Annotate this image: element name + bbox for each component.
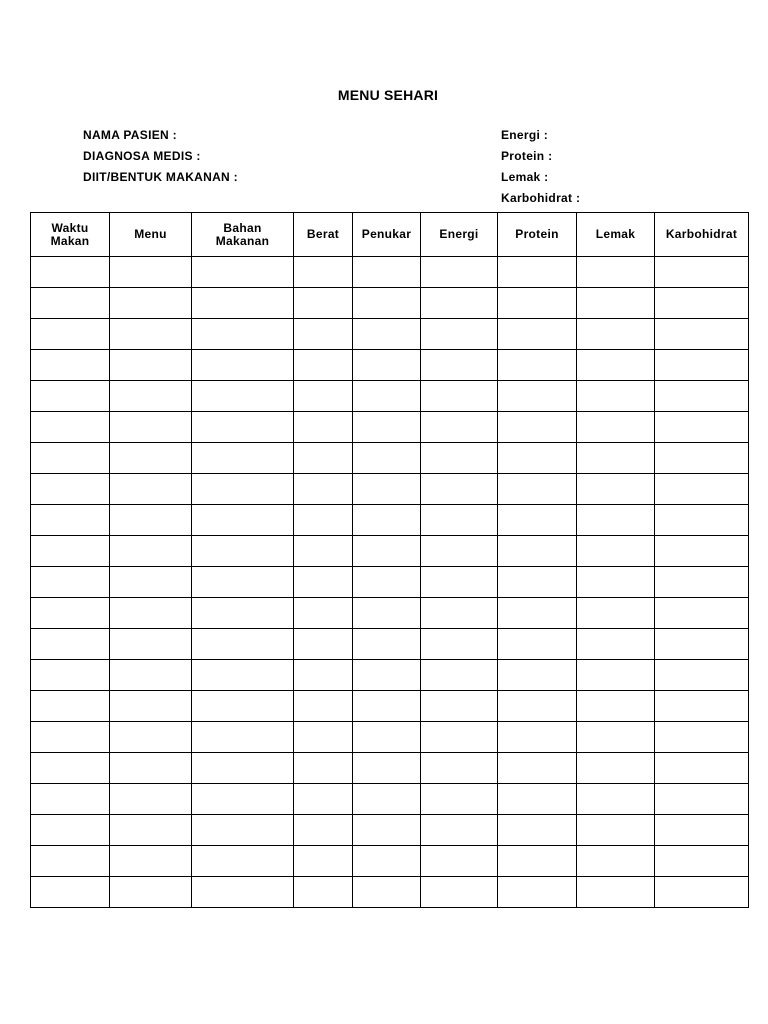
table-row (31, 753, 749, 784)
table-cell[interactable] (655, 350, 749, 381)
table-cell[interactable] (31, 691, 110, 722)
table-cell[interactable] (31, 381, 110, 412)
table-cell[interactable] (577, 288, 655, 319)
table-cell[interactable] (577, 784, 655, 815)
table-cell[interactable] (110, 815, 192, 846)
table-cell[interactable] (192, 412, 294, 443)
table-cell[interactable] (353, 288, 421, 319)
table-row (31, 474, 749, 505)
table-cell[interactable] (294, 319, 353, 350)
column-header-label: Menu (134, 227, 167, 241)
table-cell[interactable] (421, 691, 498, 722)
table-cell[interactable] (192, 753, 294, 784)
table-cell[interactable] (353, 567, 421, 598)
table-cell[interactable] (498, 319, 577, 350)
table-cell[interactable] (192, 877, 294, 908)
diet-form-label: DIIT/BENTUK MAKANAN : (83, 170, 238, 184)
table-cell[interactable] (192, 691, 294, 722)
table-cell[interactable] (421, 753, 498, 784)
table-cell[interactable] (294, 257, 353, 288)
table-row (31, 257, 749, 288)
table-row (31, 846, 749, 877)
table-cell[interactable] (353, 381, 421, 412)
table-cell[interactable] (421, 505, 498, 536)
column-header-label: Protein (515, 227, 559, 241)
table-cell[interactable] (31, 505, 110, 536)
table-cell[interactable] (498, 629, 577, 660)
diagnosis-label: DIAGNOSA MEDIS : (83, 149, 201, 163)
table-cell[interactable] (110, 536, 192, 567)
table-cell[interactable] (655, 474, 749, 505)
table-cell[interactable] (577, 505, 655, 536)
table-cell[interactable] (655, 722, 749, 753)
table-cell[interactable] (421, 784, 498, 815)
table-cell[interactable] (421, 722, 498, 753)
table-row (31, 567, 749, 598)
table-cell[interactable] (192, 598, 294, 629)
table-cell[interactable] (192, 722, 294, 753)
table-cell[interactable] (294, 691, 353, 722)
fat-label: Lemak : (501, 170, 549, 184)
table-cell[interactable] (110, 350, 192, 381)
table-cell[interactable] (294, 288, 353, 319)
table-cell[interactable] (31, 753, 110, 784)
table-cell[interactable] (31, 443, 110, 474)
table-cell[interactable] (421, 443, 498, 474)
table-cell[interactable] (577, 381, 655, 412)
table-cell[interactable] (192, 784, 294, 815)
table-cell[interactable] (498, 350, 577, 381)
table-cell[interactable] (353, 722, 421, 753)
table-cell[interactable] (498, 877, 577, 908)
table-cell[interactable] (110, 257, 192, 288)
table-row (31, 722, 749, 753)
carbohydrate-label: Karbohidrat : (501, 191, 581, 205)
table-cell[interactable] (498, 753, 577, 784)
table-cell[interactable] (577, 722, 655, 753)
table-body (31, 257, 749, 908)
table-cell[interactable] (421, 598, 498, 629)
table-cell[interactable] (655, 691, 749, 722)
table-cell[interactable] (353, 443, 421, 474)
table-cell[interactable] (192, 660, 294, 691)
table-cell[interactable] (353, 319, 421, 350)
table-cell[interactable] (655, 257, 749, 288)
table-cell[interactable] (421, 877, 498, 908)
table-cell[interactable] (353, 598, 421, 629)
table-cell[interactable] (110, 784, 192, 815)
patient-info-block (83, 128, 238, 191)
table-cell[interactable] (577, 753, 655, 784)
table-cell[interactable] (353, 846, 421, 877)
table-cell[interactable] (192, 815, 294, 846)
table-row (31, 288, 749, 319)
table-cell[interactable] (498, 815, 577, 846)
table-row (31, 381, 749, 412)
table-cell[interactable] (192, 505, 294, 536)
table-cell[interactable] (294, 505, 353, 536)
column-header-carbohydrate (655, 213, 749, 257)
table-cell[interactable] (577, 536, 655, 567)
table-cell[interactable] (421, 350, 498, 381)
table-cell[interactable] (294, 753, 353, 784)
table-cell[interactable] (498, 412, 577, 443)
table-cell[interactable] (294, 877, 353, 908)
table-cell[interactable] (421, 288, 498, 319)
column-header-energy (421, 213, 498, 257)
table-row (31, 784, 749, 815)
table-cell[interactable] (353, 660, 421, 691)
table-cell[interactable] (110, 412, 192, 443)
table-row (31, 660, 749, 691)
table-cell[interactable] (192, 257, 294, 288)
table-cell[interactable] (655, 381, 749, 412)
table-cell[interactable] (577, 257, 655, 288)
daily-menu-table (30, 212, 749, 908)
table-cell[interactable] (31, 288, 110, 319)
table-cell[interactable] (577, 567, 655, 598)
table-cell[interactable] (294, 815, 353, 846)
table-cell[interactable] (192, 381, 294, 412)
table-cell[interactable] (110, 629, 192, 660)
table-cell[interactable] (655, 288, 749, 319)
nutrition-info-block (501, 128, 580, 212)
table-cell[interactable] (31, 722, 110, 753)
patient-name-label: NAMA PASIEN : (83, 128, 177, 142)
column-header-meal-time (31, 213, 110, 257)
table-cell[interactable] (110, 381, 192, 412)
table-cell[interactable] (498, 257, 577, 288)
table-row (31, 629, 749, 660)
table-row (31, 877, 749, 908)
document-title: MENU SEHARI (337, 87, 439, 103)
table-cell[interactable] (577, 877, 655, 908)
table-cell[interactable] (655, 660, 749, 691)
table-cell[interactable] (31, 319, 110, 350)
table-cell[interactable] (353, 412, 421, 443)
table-cell[interactable] (353, 753, 421, 784)
column-header-label: Waktu Makan (50, 220, 90, 248)
table-cell[interactable] (655, 784, 749, 815)
table-cell[interactable] (192, 629, 294, 660)
table-cell[interactable] (655, 598, 749, 629)
column-header-exchange (353, 213, 421, 257)
table-cell[interactable] (31, 660, 110, 691)
table-cell[interactable] (498, 722, 577, 753)
table-cell[interactable] (110, 319, 192, 350)
table-cell[interactable] (294, 443, 353, 474)
table-cell[interactable] (353, 691, 421, 722)
table-cell[interactable] (498, 288, 577, 319)
table-cell[interactable] (192, 443, 294, 474)
table-cell[interactable] (421, 660, 498, 691)
table-cell[interactable] (577, 443, 655, 474)
table-cell[interactable] (655, 412, 749, 443)
table-cell[interactable] (110, 722, 192, 753)
table-cell[interactable] (655, 846, 749, 877)
table-cell[interactable] (294, 846, 353, 877)
table-cell[interactable] (192, 846, 294, 877)
column-header-label: Karbohidrat (665, 227, 738, 241)
table-cell[interactable] (110, 846, 192, 877)
table-cell[interactable] (421, 846, 498, 877)
table-cell[interactable] (577, 629, 655, 660)
table-cell[interactable] (31, 877, 110, 908)
table-cell[interactable] (577, 598, 655, 629)
table-cell[interactable] (192, 319, 294, 350)
energy-label: Energi : (501, 128, 549, 142)
table-cell[interactable] (294, 474, 353, 505)
table-cell[interactable] (498, 598, 577, 629)
table-cell[interactable] (421, 319, 498, 350)
table-cell[interactable] (31, 536, 110, 567)
table-cell[interactable] (577, 474, 655, 505)
table-cell[interactable] (294, 350, 353, 381)
table-cell[interactable] (498, 505, 577, 536)
table-cell[interactable] (498, 536, 577, 567)
table-cell[interactable] (498, 846, 577, 877)
table-cell[interactable] (353, 629, 421, 660)
table-header-row (31, 213, 749, 257)
table-cell[interactable] (353, 474, 421, 505)
table-cell[interactable] (192, 567, 294, 598)
table-cell[interactable] (421, 536, 498, 567)
table-cell[interactable] (110, 753, 192, 784)
table-cell[interactable] (655, 319, 749, 350)
table-cell[interactable] (498, 784, 577, 815)
table-cell[interactable] (498, 691, 577, 722)
table-cell[interactable] (31, 815, 110, 846)
table-cell[interactable] (110, 288, 192, 319)
table-cell[interactable] (655, 443, 749, 474)
table-cell[interactable] (110, 660, 192, 691)
table-cell[interactable] (294, 381, 353, 412)
table-cell[interactable] (421, 381, 498, 412)
table-cell[interactable] (110, 567, 192, 598)
table-cell[interactable] (498, 474, 577, 505)
table-cell[interactable] (294, 784, 353, 815)
table-cell[interactable] (421, 474, 498, 505)
column-header-protein (498, 213, 577, 257)
table-cell[interactable] (655, 505, 749, 536)
table-cell[interactable] (498, 381, 577, 412)
table-cell[interactable] (294, 722, 353, 753)
table-cell[interactable] (192, 474, 294, 505)
column-header-fat (577, 213, 655, 257)
table-row (31, 598, 749, 629)
column-header-label: Bahan Makanan (215, 220, 270, 248)
table-cell[interactable] (192, 536, 294, 567)
table-cell[interactable] (31, 598, 110, 629)
table-cell[interactable] (577, 815, 655, 846)
column-header-label: Energi (439, 227, 479, 241)
table-cell[interactable] (294, 598, 353, 629)
table-row (31, 536, 749, 567)
table-cell[interactable] (31, 257, 110, 288)
table-row (31, 412, 749, 443)
table-cell[interactable] (192, 288, 294, 319)
table-cell[interactable] (421, 412, 498, 443)
table-cell[interactable] (110, 691, 192, 722)
column-header-label: Penukar (361, 227, 412, 241)
table-cell[interactable] (31, 474, 110, 505)
table-cell[interactable] (353, 877, 421, 908)
table-cell[interactable] (421, 629, 498, 660)
table-cell[interactable] (577, 846, 655, 877)
table-cell[interactable] (498, 443, 577, 474)
table-cell[interactable] (31, 350, 110, 381)
table-cell[interactable] (353, 536, 421, 567)
table-cell[interactable] (498, 567, 577, 598)
table-cell[interactable] (353, 815, 421, 846)
table-cell[interactable] (655, 567, 749, 598)
table-row (31, 319, 749, 350)
table-cell[interactable] (577, 350, 655, 381)
table-cell[interactable] (192, 350, 294, 381)
table-row (31, 443, 749, 474)
table-cell[interactable] (110, 443, 192, 474)
table-cell[interactable] (110, 474, 192, 505)
table-cell[interactable] (655, 877, 749, 908)
table-row (31, 691, 749, 722)
column-header-label: Lemak (595, 227, 636, 241)
table-cell[interactable] (353, 784, 421, 815)
table-cell[interactable] (353, 505, 421, 536)
table-cell[interactable] (655, 629, 749, 660)
table-cell[interactable] (294, 536, 353, 567)
table-cell[interactable] (294, 629, 353, 660)
table-cell[interactable] (110, 505, 192, 536)
table-cell[interactable] (421, 257, 498, 288)
table-row (31, 815, 749, 846)
table-cell[interactable] (110, 877, 192, 908)
table-cell[interactable] (577, 691, 655, 722)
table-cell[interactable] (498, 660, 577, 691)
table-cell[interactable] (31, 784, 110, 815)
protein-label: Protein : (501, 149, 553, 163)
table-cell[interactable] (353, 257, 421, 288)
table-cell[interactable] (110, 598, 192, 629)
table-row (31, 505, 749, 536)
table-cell[interactable] (31, 567, 110, 598)
table-cell[interactable] (655, 536, 749, 567)
table-cell[interactable] (577, 412, 655, 443)
table-cell[interactable] (294, 567, 353, 598)
table-cell[interactable] (294, 660, 353, 691)
table-cell[interactable] (655, 753, 749, 784)
column-header-label: Berat (306, 227, 340, 241)
table-cell[interactable] (31, 629, 110, 660)
column-header-menu (110, 213, 192, 257)
table-row (31, 350, 749, 381)
table-cell[interactable] (577, 660, 655, 691)
table-cell[interactable] (353, 350, 421, 381)
table-cell[interactable] (421, 815, 498, 846)
table-cell[interactable] (31, 846, 110, 877)
column-header-ingredients (192, 213, 294, 257)
table-cell[interactable] (655, 815, 749, 846)
table-cell[interactable] (294, 412, 353, 443)
table-cell[interactable] (31, 412, 110, 443)
column-header-weight (294, 213, 353, 257)
table-cell[interactable] (421, 567, 498, 598)
table-cell[interactable] (577, 319, 655, 350)
